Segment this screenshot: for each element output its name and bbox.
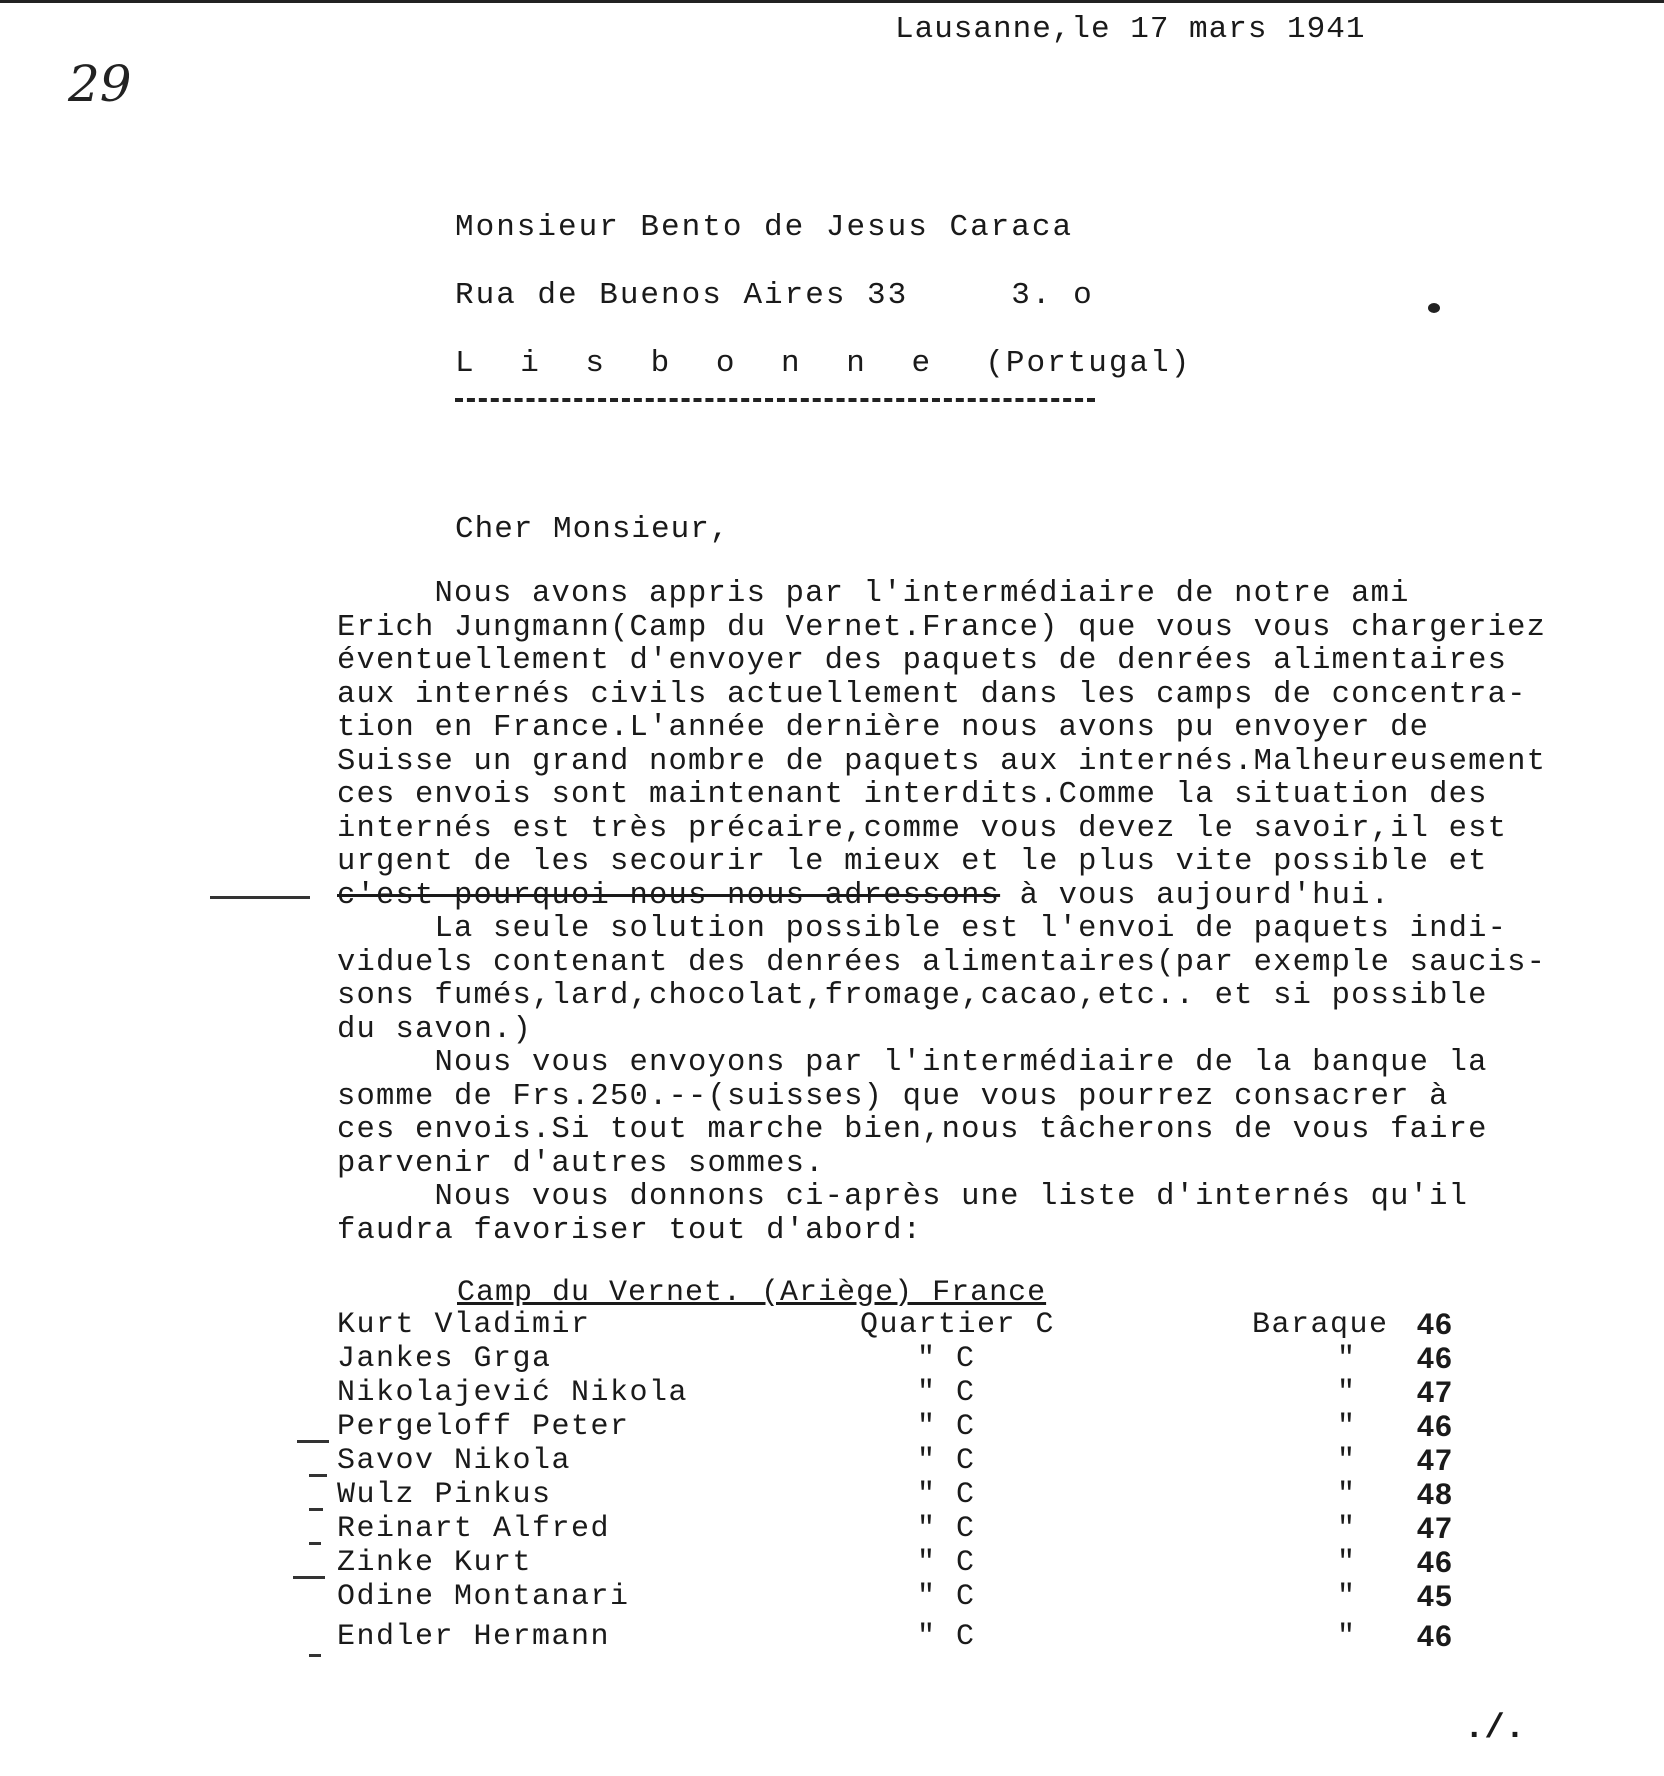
baraque-number: 46 bbox=[1417, 1308, 1454, 1341]
body-line: faudra favoriser tout d'abord: bbox=[337, 1213, 923, 1248]
struck-line-rest: à vous aujourd'hui. bbox=[1000, 878, 1391, 913]
baraque-number: 47 bbox=[1417, 1512, 1454, 1545]
body-line: ces envois sont maintenant interdits.Comme la situation des bbox=[337, 778, 1488, 812]
ink-speck bbox=[1428, 303, 1440, 313]
baraque-label: " bbox=[1337, 1410, 1357, 1444]
internee-name: Wulz Pinkus bbox=[337, 1478, 552, 1512]
struck-text: c'est pourquoi nous nous adressons bbox=[337, 878, 1001, 913]
internee-name: Endler Hermann bbox=[337, 1620, 611, 1654]
quartier: " C bbox=[917, 1620, 976, 1654]
margin-tick-mark bbox=[309, 1654, 321, 1657]
margin-tick-mark bbox=[293, 1576, 325, 1579]
quartier: " C bbox=[917, 1444, 976, 1478]
salutation: Cher Monsieur, bbox=[455, 512, 730, 547]
body-line: somme de Frs.250.--(suisses) que vous pourrez consacrer à bbox=[337, 1079, 1449, 1114]
body-line: Suisse un grand nombre de paquets aux internés.Malheureusement bbox=[337, 744, 1547, 779]
body-line: internés est très précaire,comme vous devez le savoir,il est bbox=[337, 811, 1508, 846]
quartier: Quartier C bbox=[860, 1308, 1056, 1342]
recipient-street: Rua de Buenos Aires 33 bbox=[455, 278, 909, 313]
quartier: " C bbox=[917, 1342, 976, 1376]
quartier: " C bbox=[917, 1546, 976, 1580]
quartier: " C bbox=[917, 1478, 976, 1512]
baraque-number: 45 bbox=[1417, 1580, 1454, 1613]
baraque-label: " bbox=[1337, 1546, 1357, 1580]
margin-pen-mark bbox=[210, 896, 310, 899]
body-line-struck bbox=[337, 880, 1597, 914]
baraque-label: " bbox=[1337, 1580, 1357, 1614]
baraque-label: " bbox=[1337, 1620, 1357, 1654]
continuation-mark: ./. bbox=[1464, 1710, 1526, 1748]
letter-body bbox=[337, 578, 1597, 1248]
margin-tick-mark bbox=[309, 1474, 327, 1477]
letter-date: Lausanne,le 17 mars 1941 bbox=[895, 12, 1366, 47]
body-line: ces envois.Si tout marche bien,nous tâcherons de vous faire bbox=[337, 1113, 1488, 1147]
recipient-street-line bbox=[455, 278, 1094, 313]
recipient-city-line bbox=[455, 346, 1191, 381]
recipient-floor: 3. o bbox=[1011, 278, 1094, 313]
baraque-label: " bbox=[1337, 1444, 1357, 1478]
body-line: La seule solution possible est l'envoi de paquets indi- bbox=[337, 912, 1508, 946]
body-line: du savon.) bbox=[337, 1012, 533, 1047]
baraque-label: " bbox=[1337, 1512, 1357, 1546]
baraque-label: " bbox=[1337, 1478, 1357, 1512]
recipient-name: Monsieur Bento de Jesus Caraca bbox=[455, 210, 1074, 245]
quartier: " C bbox=[917, 1376, 976, 1410]
baraque-number: 46 bbox=[1417, 1410, 1454, 1443]
baraque-label: " bbox=[1337, 1342, 1357, 1376]
baraque-number: 48 bbox=[1417, 1478, 1454, 1511]
body-line: urgent de les secourir le mieux et le plus vite possible et bbox=[337, 845, 1488, 879]
baraque-label: " bbox=[1337, 1376, 1357, 1410]
internee-name: Nikolajević Nikola bbox=[337, 1376, 689, 1410]
margin-tick-mark bbox=[309, 1508, 323, 1511]
recipient-country: (Portugal) bbox=[985, 346, 1192, 381]
body-line: aux internés civils actuellement dans les camps de concentra- bbox=[337, 677, 1527, 712]
body-line: Nous vous donnons ci-après une liste d'internés qu'il bbox=[337, 1180, 1469, 1214]
internee-name: Kurt Vladimir bbox=[337, 1308, 591, 1342]
internee-name: Reinart Alfred bbox=[337, 1512, 611, 1546]
body-line: Nous vous envoyons par l'intermédiaire de la banque la bbox=[337, 1046, 1488, 1080]
handwritten-page-number: 29 bbox=[68, 55, 132, 113]
address-underline bbox=[455, 398, 1095, 402]
internee-name: Zinke Kurt bbox=[337, 1546, 533, 1580]
body-line: tion en France.L'année dernière nous avons pu envoyer de bbox=[337, 711, 1430, 745]
body-line: sons fumés,lard,chocolat,fromage,cacao,etc.. et si possible bbox=[337, 979, 1488, 1013]
body-line: Nous avons appris par l'intermédiaire de notre ami bbox=[337, 577, 1410, 611]
body-line: Erich Jungmann(Camp du Vernet.France) que vous vous chargeriez bbox=[337, 610, 1547, 645]
baraque-number: 46 bbox=[1417, 1620, 1454, 1653]
recipient-city: L i s b o n n e bbox=[455, 346, 945, 381]
baraque-number: 46 bbox=[1417, 1342, 1454, 1375]
internee-name: Savov Nikola bbox=[337, 1444, 572, 1478]
body-line: viduels contenant des denrées alimentaires(par exemple saucis- bbox=[337, 945, 1547, 980]
baraque-number: 47 bbox=[1417, 1444, 1454, 1477]
baraque-label: Baraque bbox=[1252, 1308, 1389, 1342]
quartier: " C bbox=[917, 1512, 976, 1546]
internee-name: Odine Montanari bbox=[337, 1580, 630, 1614]
internee-name: Pergeloff Peter bbox=[337, 1410, 630, 1444]
baraque-number: 47 bbox=[1417, 1376, 1454, 1409]
internee-name: Jankes Grga bbox=[337, 1342, 552, 1376]
baraque-number: 46 bbox=[1417, 1546, 1454, 1579]
margin-tick-mark bbox=[297, 1440, 329, 1443]
quartier: " C bbox=[917, 1580, 976, 1614]
margin-tick-mark bbox=[309, 1542, 321, 1545]
table-title: Camp du Vernet. (Ariège) France bbox=[457, 1276, 1047, 1310]
body-line: parvenir d'autres sommes. bbox=[337, 1146, 825, 1181]
quartier: " C bbox=[917, 1410, 976, 1444]
body-line: éventuellement d'envoyer des paquets de denrées alimentaires bbox=[337, 644, 1508, 678]
top-border-rule bbox=[0, 0, 1664, 3]
